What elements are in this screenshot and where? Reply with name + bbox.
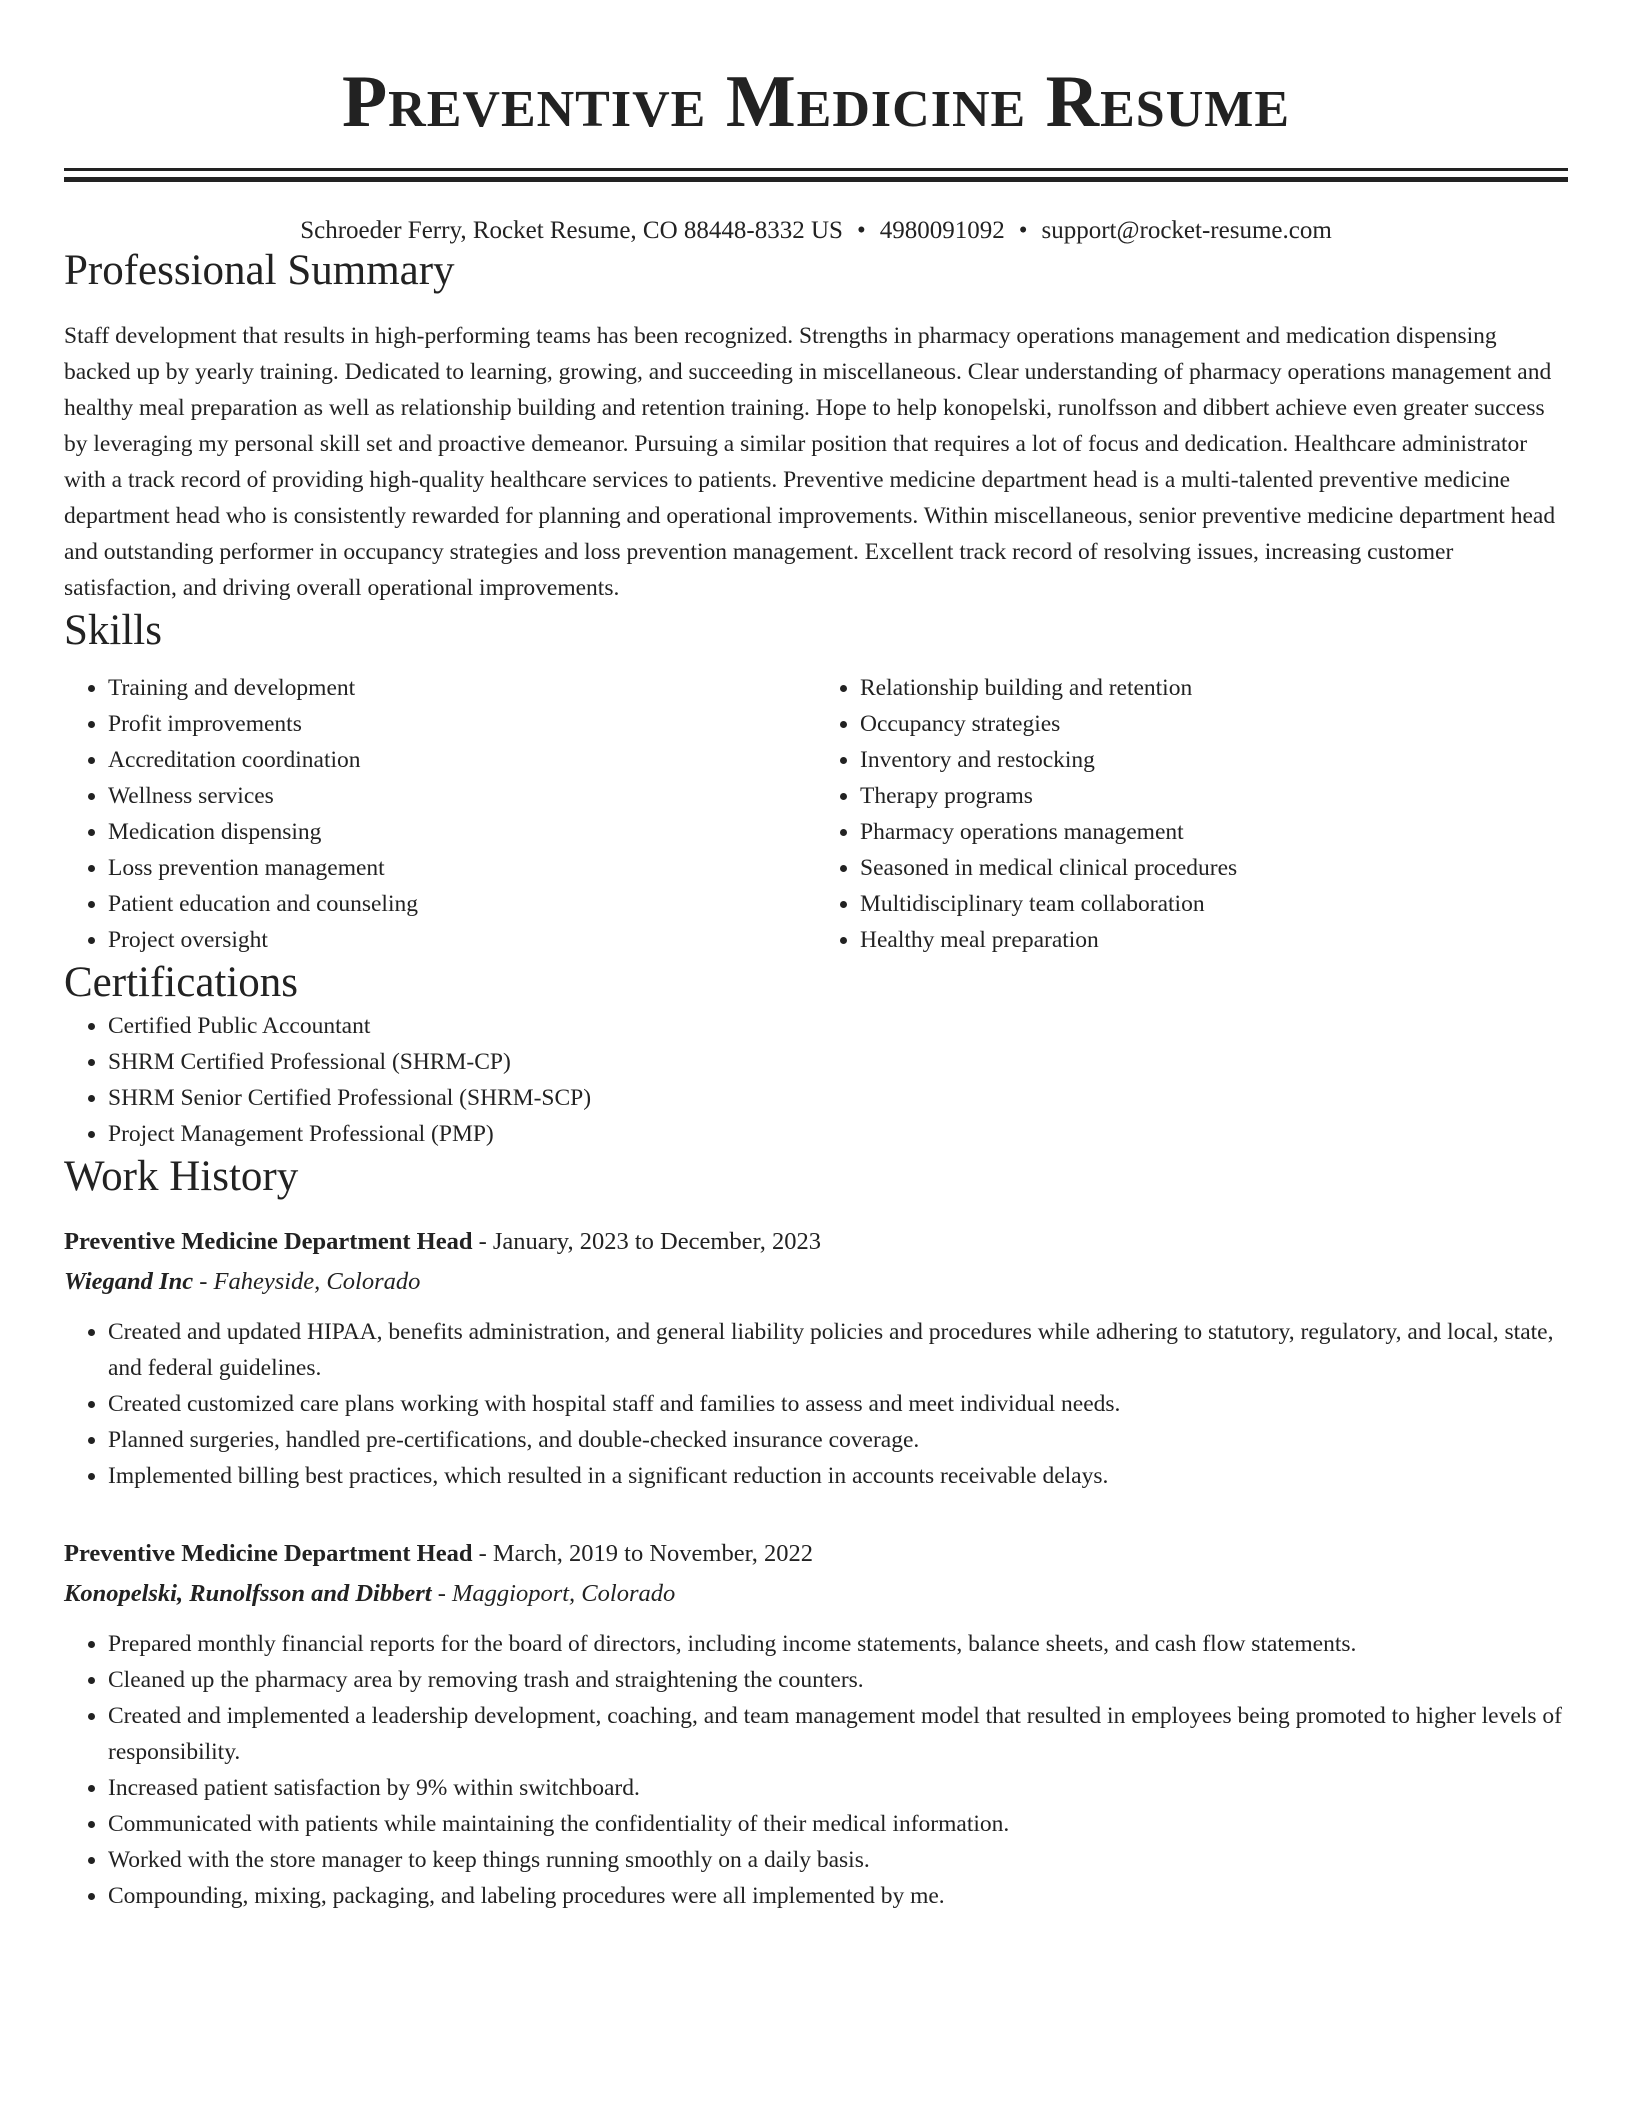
company-location: - Maggioport, Colorado [431, 1580, 676, 1607]
job-dates: - March, 2019 to November, 2022 [472, 1540, 814, 1567]
certification-item: • SHRM Certified Professional (SHRM-CP) [108, 1044, 1568, 1080]
contact-separator: • [856, 217, 866, 244]
certifications-heading: Certifications [64, 959, 299, 1006]
company-name: Konopelski, Runolfsson and Dibbert [64, 1580, 432, 1607]
job-title: Preventive Medicine Department Head [64, 1540, 473, 1567]
skill-item: • Patient education and counseling [108, 886, 816, 922]
page-title: Preventive Medicine Resume [341, 61, 1291, 143]
job-entry [64, 1536, 1568, 1914]
skill-item: • Training and development [108, 670, 816, 706]
skill-item: • Wellness services [108, 778, 816, 814]
skill-item: • Multidisciplinary team collaboration [860, 886, 1568, 922]
job-entry [64, 1224, 1568, 1494]
job-duty-item: • Communicated with patients while maintaining the confidentiality of their medical information. [108, 1806, 1568, 1842]
skills-heading: Skills [64, 607, 162, 654]
job-title-line [64, 1224, 1568, 1260]
skill-item: • Project oversight [108, 922, 816, 958]
skill-item: • Accreditation coordination [108, 742, 816, 778]
skill-item: • Medication dispensing [108, 814, 816, 850]
certification-item: • Certified Public Accountant [108, 1008, 1568, 1044]
title-rule-top [64, 168, 1568, 171]
company-line [64, 1576, 1568, 1612]
job-duty-item: • Cleaned up the pharmacy area by removing trash and straightening the counters. [108, 1662, 1568, 1698]
certifications-list [64, 1008, 1568, 1152]
job-dates: - January, 2023 to December, 2023 [472, 1228, 821, 1255]
skill-item: • Loss prevention management [108, 850, 816, 886]
company-name: Wiegand Inc [64, 1268, 194, 1295]
title-rule-bottom [64, 177, 1568, 182]
contact-separator: • [1018, 217, 1028, 244]
skill-item: • Healthy meal preparation [860, 922, 1568, 958]
contact-line [64, 216, 1568, 246]
skill-item: • Relationship building and retention [860, 670, 1568, 706]
job-duty-item: • Worked with the store manager to keep things running smoothly on a daily basis. [108, 1842, 1568, 1878]
company-location: - Faheyside, Colorado [193, 1268, 421, 1295]
work-history-heading: Work History [64, 1153, 299, 1200]
contact-address: Schroeder Ferry, Rocket Resume, CO 88448-8332 US [300, 217, 843, 244]
job-duties-list [64, 1626, 1568, 1914]
contact-phone: 4980091092 [879, 217, 1005, 244]
job-duty-item: • Prepared monthly financial reports for the board of directors, including income statements, balance sheets, and cash flow statements. [108, 1626, 1568, 1662]
skill-item: • Profit improvements [108, 706, 816, 742]
skill-item: • Inventory and restocking [860, 742, 1568, 778]
job-duties-list [64, 1314, 1568, 1494]
skill-item: • Occupancy strategies [860, 706, 1568, 742]
summary-heading: Professional Summary [64, 247, 455, 294]
skill-item: • Seasoned in medical clinical procedures [860, 850, 1568, 886]
job-duty-item: • Compounding, mixing, packaging, and labeling procedures were all implemented by me. [108, 1878, 1568, 1914]
skills-columns [64, 670, 1568, 958]
skill-item: • Pharmacy operations management [860, 814, 1568, 850]
job-title: Preventive Medicine Department Head [64, 1228, 473, 1255]
skills-list-left [64, 670, 816, 958]
job-duty-item: • Created and updated HIPAA, benefits administration, and general liability policies and procedures while adhering to statutory, regulatory, and local, state, and federal guidelines. [108, 1314, 1568, 1386]
skills-list-right [816, 670, 1568, 958]
skill-item: • Therapy programs [860, 778, 1568, 814]
job-duty-item: • Created and implemented a leadership development, coaching, and team management model that resulted in employees being promoted to higher levels of responsibility. [108, 1698, 1568, 1770]
certification-item: • Project Management Professional (PMP) [108, 1116, 1568, 1152]
job-duty-item: • Created customized care plans working with hospital staff and families to assess and meet individual needs. [108, 1386, 1568, 1422]
job-duty-item: • Increased patient satisfaction by 9% within switchboard. [108, 1770, 1568, 1806]
contact-email: support@rocket-resume.com [1041, 217, 1332, 244]
job-duty-item: • Implemented billing best practices, which resulted in a significant reduction in accounts receivable delays. [108, 1458, 1568, 1494]
certification-item: • SHRM Senior Certified Professional (SHRM-SCP) [108, 1080, 1568, 1116]
job-duty-item: • Planned surgeries, handled pre-certifications, and double-checked insurance coverage. [108, 1422, 1568, 1458]
company-line [64, 1264, 1568, 1300]
summary-text: Staff development that results in high-performing teams has been recognized. Strengths in pharmacy operations management and medication dispensing backed up by yearly training. Dedicated to learning, growing, and succeeding in miscellaneous. Clear understanding of pharmacy operations management and healthy meal preparation as well as relationship building and retention training. Hope to help konopelski, runolfsson and dibbert achieve even greater success by leveraging my personal skill set and proactive demeanor. Pursuing a similar position that requires a lot of focus and dedication. Healthcare administrator with a track record of providing high-quality healthcare services to patients. Preventive medicine department head is a multi-talented preventive medicine department head who is consistently rewarded for planning and operational improvements. Within miscellaneous, senior preventive medicine department head and outstanding performer in occupancy strategies and loss prevention management. Excellent track record of resolving issues, increasing customer satisfaction, and driving overall operational improvements. [64, 323, 1556, 601]
job-title-line [64, 1536, 1568, 1572]
